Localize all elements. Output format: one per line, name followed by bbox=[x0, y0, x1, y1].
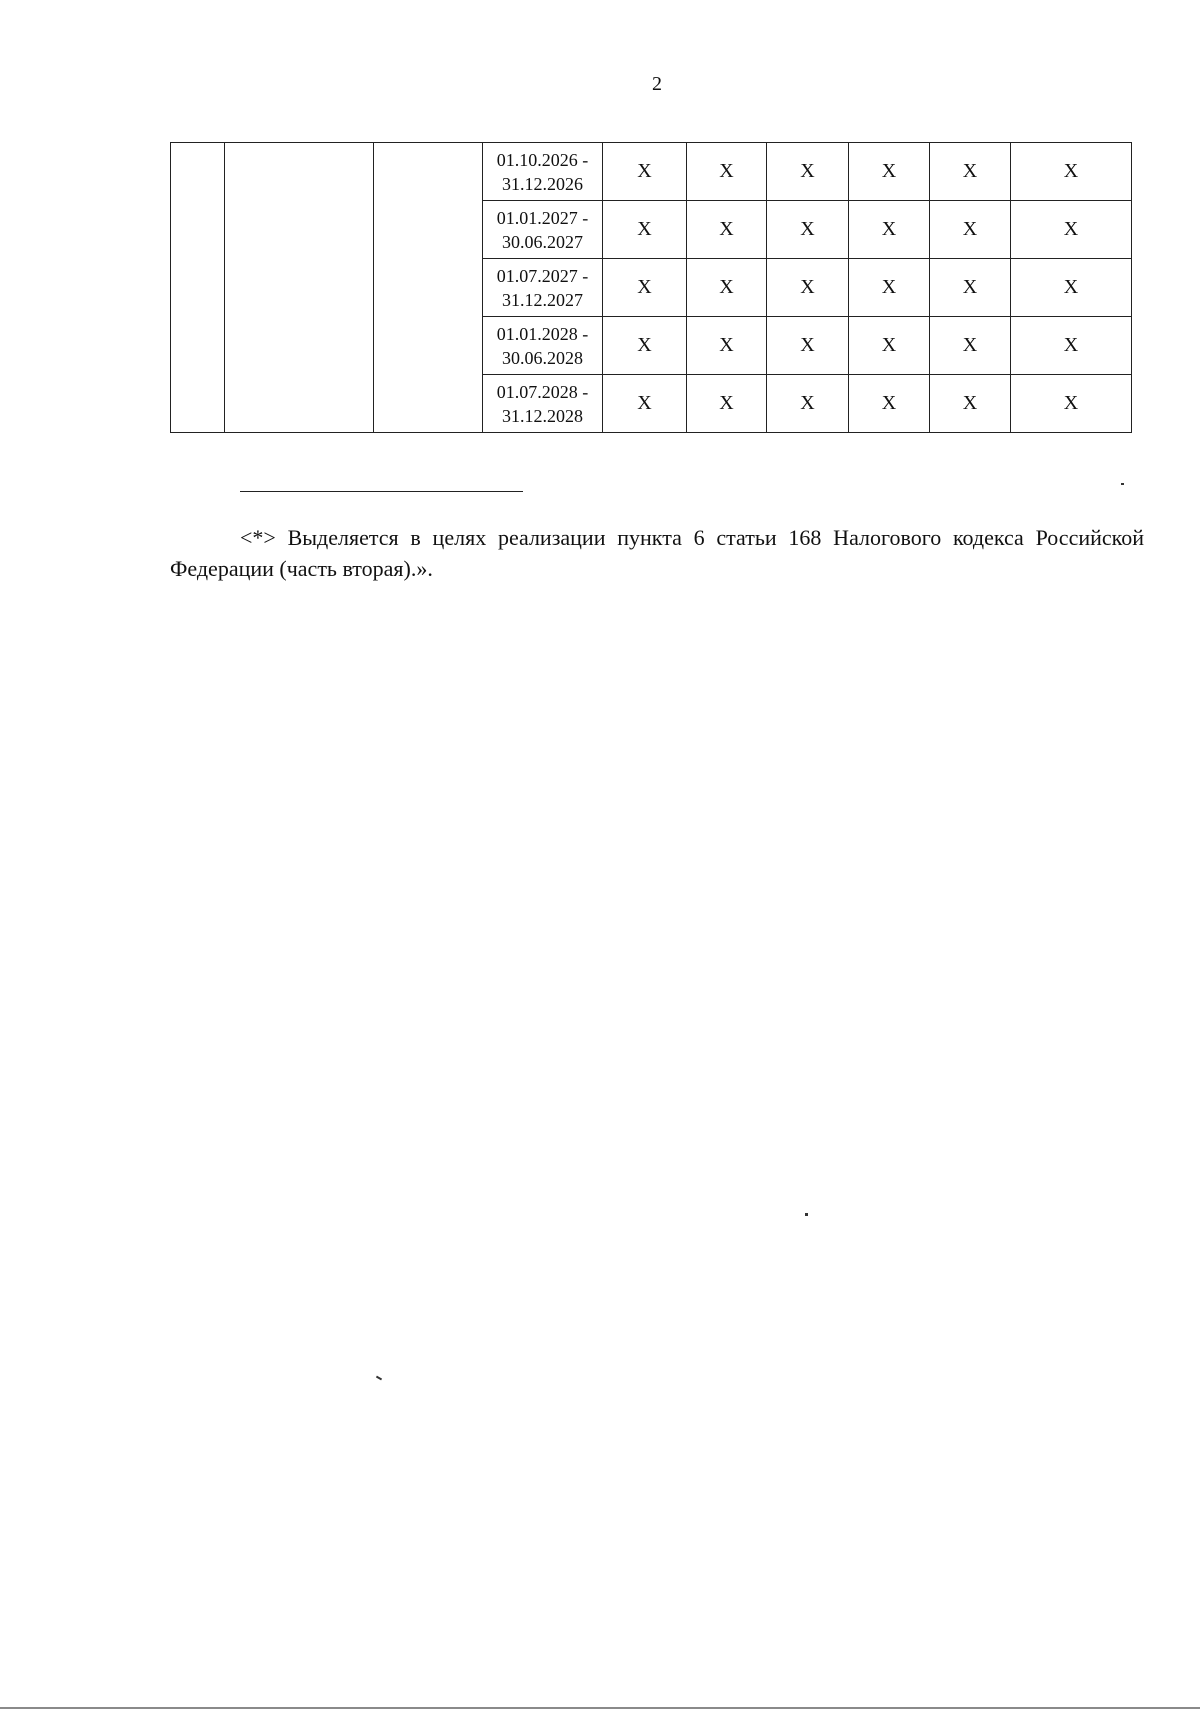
period-cell bbox=[483, 143, 603, 201]
footnote-text: <*> Выделяется в целях реализации пункта 6 статьи 168 Налогового кодекса Российской Федерации (часть вторая).». bbox=[170, 525, 1144, 581]
period-cell bbox=[483, 317, 603, 375]
period-start: 01.07.2028 - bbox=[496, 381, 589, 402]
x-mark-cell: X bbox=[849, 259, 930, 317]
period-start: 01.01.2028 - bbox=[496, 323, 589, 344]
x-mark-cell: X bbox=[767, 201, 849, 259]
x-mark-cell: X bbox=[930, 143, 1011, 201]
x-mark-cell: X bbox=[603, 375, 687, 433]
x-mark-cell: X bbox=[603, 259, 687, 317]
scan-speck bbox=[1121, 483, 1124, 485]
table-row bbox=[171, 143, 1132, 201]
period-end: 31.12.2026 bbox=[502, 173, 583, 194]
x-mark-cell: X bbox=[1011, 143, 1132, 201]
x-mark-cell: X bbox=[1011, 201, 1132, 259]
x-mark-cell: X bbox=[687, 375, 767, 433]
x-mark-cell: X bbox=[1011, 259, 1132, 317]
x-mark-cell: X bbox=[603, 143, 687, 201]
page-number: 2 bbox=[652, 73, 662, 95]
period-start: 01.10.2026 - bbox=[496, 149, 589, 170]
x-mark-cell: X bbox=[930, 317, 1011, 375]
x-mark-cell: X bbox=[849, 375, 930, 433]
merged-empty-cell bbox=[374, 143, 483, 433]
x-mark-cell: X bbox=[930, 259, 1011, 317]
scan-speck bbox=[805, 1213, 808, 1216]
x-mark-cell: X bbox=[687, 201, 767, 259]
x-mark-cell: X bbox=[849, 143, 930, 201]
scan-speck bbox=[376, 1376, 382, 1381]
period-cell bbox=[483, 375, 603, 433]
x-mark-cell: X bbox=[767, 317, 849, 375]
period-end: 31.12.2028 bbox=[502, 405, 583, 426]
merged-empty-cell bbox=[171, 143, 225, 433]
x-mark-cell: X bbox=[1011, 375, 1132, 433]
x-mark-cell: X bbox=[1011, 317, 1132, 375]
x-mark-cell: X bbox=[849, 201, 930, 259]
period-end: 31.12.2027 bbox=[502, 289, 583, 310]
x-mark-cell: X bbox=[687, 317, 767, 375]
x-mark-cell: X bbox=[767, 375, 849, 433]
x-mark-cell: X bbox=[687, 143, 767, 201]
merged-empty-cell bbox=[225, 143, 374, 433]
period-end: 30.06.2027 bbox=[502, 231, 583, 252]
x-mark-cell: X bbox=[930, 375, 1011, 433]
period-start: 01.07.2027 - bbox=[496, 265, 589, 286]
period-end: 30.06.2028 bbox=[502, 347, 583, 368]
x-mark-cell: X bbox=[767, 143, 849, 201]
x-mark-cell: X bbox=[849, 317, 930, 375]
x-mark-cell: X bbox=[687, 259, 767, 317]
x-mark-cell: X bbox=[767, 259, 849, 317]
period-table bbox=[170, 142, 1132, 433]
period-cell bbox=[483, 201, 603, 259]
period-cell bbox=[483, 259, 603, 317]
x-mark-cell: X bbox=[930, 201, 1011, 259]
x-mark-cell: X bbox=[603, 201, 687, 259]
period-start: 01.01.2027 - bbox=[496, 207, 589, 228]
footnote-separator bbox=[240, 491, 523, 492]
x-mark-cell: X bbox=[603, 317, 687, 375]
